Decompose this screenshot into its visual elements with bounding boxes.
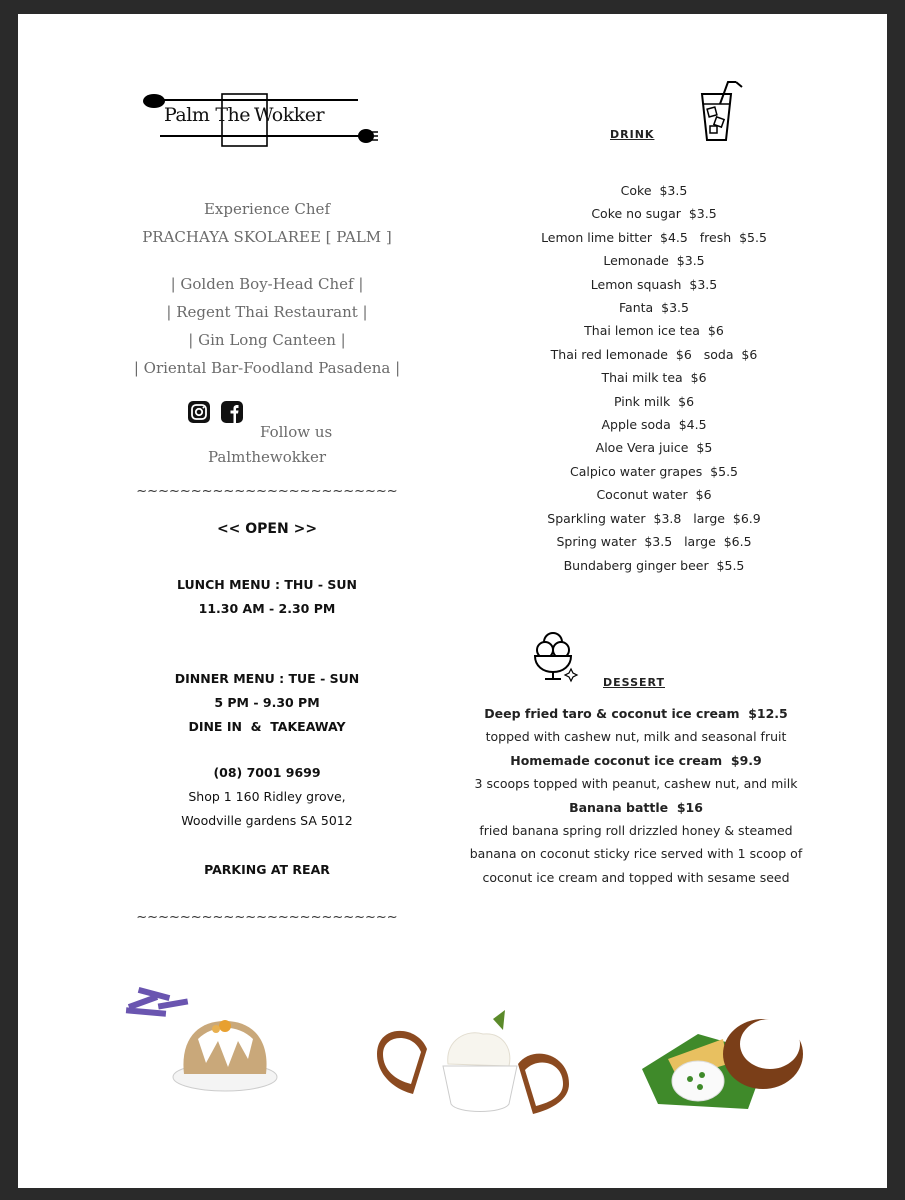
facebook-icon[interactable] (220, 400, 244, 424)
divider: ~~~~~~~~~~~~~~~~~~~~~~~~ (136, 910, 398, 925)
lunch-label: LUNCH MENU : THU - SUN (176, 577, 358, 592)
lunch-hours: 11.30 AM - 2.30 PM (198, 601, 336, 616)
dessert-description: coconut ice cream and topped with sesame seed (482, 869, 790, 885)
address-line: Woodville gardens SA 5012 (181, 813, 353, 828)
logo-text (164, 104, 324, 126)
divider: ~~~~~~~~~~~~~~~~~~~~~~~~ (136, 484, 398, 499)
lunch-info (118, 573, 416, 621)
drink-item: Fanta $3.5 (619, 300, 689, 316)
drink-item: Lemon squash $3.5 (590, 276, 718, 292)
chef-experience (118, 270, 416, 382)
drink-item: Spring water $3.5 large $6.5 (556, 534, 752, 550)
drink-item: Lemonade $3.5 (603, 253, 705, 269)
drink-item: Sparkling water $3.8 large $6.9 (547, 510, 761, 526)
dessert-list (456, 702, 816, 889)
logo-word: The (215, 104, 251, 126)
dinner-info (118, 667, 416, 739)
drink-item: Aloe Vera juice $5 (595, 440, 713, 456)
dessert-description: banana on coconut sticky rice served with 1 scoop of (469, 846, 803, 862)
ice-cream-bowl-icon (532, 628, 582, 684)
drink-item: Coconut water $6 (596, 487, 712, 503)
drink-item: Thai milk tea $6 (601, 370, 707, 386)
drink-item: Thai red lemonade $6 soda $6 (550, 346, 758, 362)
chef-title: Experience Chef (203, 200, 330, 218)
coconut-ice-cream-image (373, 1004, 573, 1124)
drink-item: Coke $3.5 (620, 183, 688, 198)
phone-number[interactable]: (08) 7001 9699 (213, 765, 321, 780)
dinner-label: DINNER MENU : TUE - SUN (174, 671, 360, 686)
drink-item: Apple soda $4.5 (601, 417, 707, 433)
chef-name: PRACHAYA SKOLAREE [ PALM ] (142, 228, 392, 246)
drink-heading: DRINK (610, 128, 655, 141)
contact-info (118, 761, 416, 833)
drink-item: Bundaberg ginger beer $5.5 (563, 557, 745, 573)
drink-glass-icon (698, 78, 748, 144)
drink-item: Pink milk $6 (613, 393, 695, 409)
social-handle[interactable]: Palmthewokker (207, 448, 327, 466)
drink-list (474, 179, 834, 577)
dine-options: DINE IN & TAKEAWAY (188, 719, 346, 734)
logo-word: Palm (164, 104, 210, 126)
dessert-name: Deep fried taro & coconut ice cream $12.5 (484, 706, 788, 721)
dessert-description: topped with cashew nut, milk and seasonal fruit (485, 729, 787, 745)
follow-us-text: Follow us (260, 423, 333, 441)
chef-info (118, 195, 416, 251)
drink-item: Lemon lime bitter $4.5 fresh $5.5 (541, 229, 767, 245)
taro-ice-cream-image (118, 979, 288, 1099)
experience-item: | Gin Long Canteen | (188, 331, 346, 349)
dessert-description: 3 scoops topped with peanut, cashew nut, and milk (474, 776, 798, 792)
logo-word: Wokker (254, 104, 325, 126)
open-heading: << OPEN >> (216, 521, 318, 537)
drink-item: Calpico water grapes $5.5 (570, 463, 738, 479)
experience-item: | Oriental Bar-Foodland Pasadena | (133, 359, 401, 377)
dessert-heading: DESSERT (603, 676, 665, 689)
banana-sticky-rice-image (638, 1009, 808, 1119)
dessert-description: fried banana spring roll drizzled honey & steamed (479, 823, 793, 839)
dinner-hours: 5 PM - 9.30 PM (214, 695, 320, 710)
dessert-name: Banana battle $16 (569, 799, 703, 815)
address-line: Shop 1 160 Ridley grove, (188, 789, 346, 804)
instagram-icon[interactable] (187, 400, 211, 424)
experience-item: | Golden Boy-Head Chef | (170, 275, 364, 293)
drink-item: Thai lemon ice tea $6 (584, 323, 724, 339)
parking-note: PARKING AT REAR (204, 862, 330, 877)
dessert-name: Homemade coconut ice cream $9.9 (510, 752, 762, 768)
drink-item: Coke no sugar $3.5 (591, 206, 717, 222)
menu-page (18, 14, 887, 1188)
experience-item: | Regent Thai Restaurant | (166, 303, 368, 321)
